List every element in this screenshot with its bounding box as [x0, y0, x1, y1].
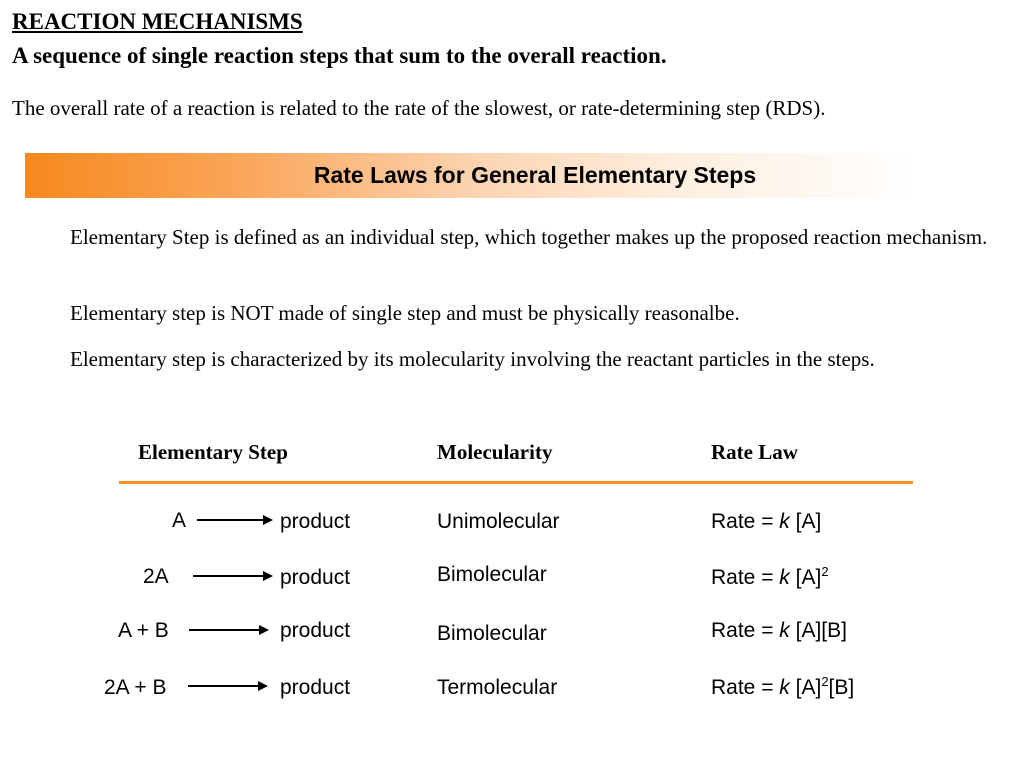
row-3-product: product — [280, 619, 351, 642]
row-4-reactants: 2A + B — [104, 676, 167, 699]
banner-title: Rate Laws for General Elementary Steps — [313, 162, 757, 188]
column-header-step: Elementary Step — [138, 440, 288, 464]
row-1-rate-law: Rate = k [A] — [711, 510, 822, 533]
column-header-rate-law: Rate Law — [711, 440, 798, 464]
row-2-rate-law: Rate = k $[A]^2$ — [711, 564, 829, 589]
row-3-reactants: A + B — [118, 619, 169, 642]
row-4-product: product — [280, 676, 351, 699]
paragraph-definition: Elementary Step is defined as an individual step, which together makes up the proposed reaction mechanism. — [70, 225, 988, 249]
row-3-molecularity: Bimolecular — [437, 622, 547, 645]
paragraph-physical: Elementary step is NOT made of single step and must be physically reasonalbe. — [70, 301, 740, 325]
reaction-arrow-icon — [197, 514, 273, 526]
row-1-reactants: A — [172, 509, 187, 532]
column-header-molecularity: Molecularity — [437, 440, 553, 464]
row-2-molecularity: Bimolecular — [437, 563, 547, 586]
slide-title: REACTION MECHANISMS — [12, 9, 303, 34]
reaction-arrow-icon — [189, 624, 269, 636]
row-1-product: product — [280, 510, 351, 533]
slide-subtitle: A sequence of single reaction steps that sum to the overall reaction. — [12, 43, 667, 68]
row-1-molecularity: Unimolecular — [437, 510, 560, 533]
row-3-rate-law: Rate = k [A][B] — [711, 619, 847, 642]
row-2-reactants: 2A — [143, 565, 169, 588]
row-4-rate-law: Rate = k $[A]^2[B]$ — [711, 674, 855, 699]
row-2-product: product — [280, 566, 351, 589]
reaction-arrow-icon — [188, 680, 268, 692]
header-divider — [119, 481, 913, 484]
row-4-molecularity: Termolecular — [437, 676, 558, 699]
paragraph-molecularity: Elementary step is characterized by its molecularity involving the reactant particles in the steps. — [70, 347, 875, 371]
intro-text: The overall rate of a reaction is related to the rate of the slowest, or rate-determining step (RDS). — [12, 96, 826, 120]
reaction-arrow-icon — [193, 570, 273, 582]
